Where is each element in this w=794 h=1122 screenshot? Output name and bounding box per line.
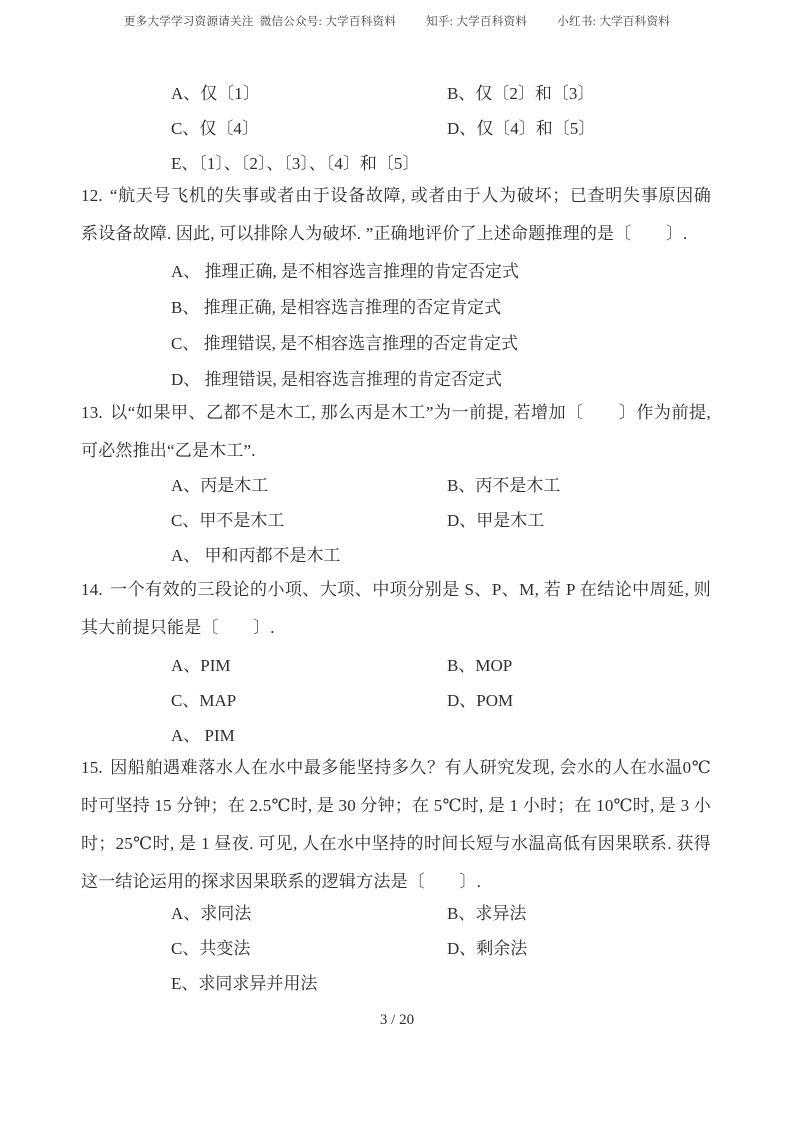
q12-option-b: B、 推理正确, 是相容选言推理的否定肯定式 bbox=[171, 298, 502, 317]
carryover-option-e: E、〔1〕、〔2〕、〔3〕、〔4〕和〔5〕 bbox=[171, 154, 420, 173]
question-14 bbox=[81, 571, 711, 647]
q14-option-b: B、MOP bbox=[447, 656, 513, 675]
q14-option-c: C、MAP bbox=[171, 691, 237, 710]
option-row bbox=[81, 538, 711, 573]
question-14-number: 14. bbox=[81, 580, 103, 599]
question-13-options bbox=[81, 468, 711, 573]
q12-option-a: A、 推理正确, 是不相容选言推理的肯定否定式 bbox=[171, 262, 520, 281]
question-13 bbox=[81, 394, 711, 470]
header-note: 更多大学学习资源请关注 bbox=[123, 16, 254, 28]
option-row bbox=[81, 76, 711, 111]
question-15-text: 因船舶遇难落水人在水中最多能坚持多久？有人研究发现, 会水的人在水温0℃时可坚持 15 分钟；在 2.5℃时, 是 30 分钟；在 5℃时, 是 1 小时；在 10℃时, 是 3 小时；25℃时, 是 1 昼夜. 可见, 人在水中坚持的时间长短与水温高低有因果联系. 获得这一结论运用的探求因果联系的逻辑方法是〔 〕. bbox=[81, 758, 711, 891]
q15-option-b: B、求异法 bbox=[447, 904, 527, 923]
q13-option-b: B、丙不是木工 bbox=[447, 476, 561, 495]
question-14-options bbox=[81, 648, 711, 753]
wechat-account: 微信公众号: 大学百科资料 bbox=[259, 16, 397, 28]
question-15-number: 15. bbox=[81, 758, 103, 777]
q15-option-a: A、求同法 bbox=[171, 904, 252, 923]
page-number: 3 / 20 bbox=[379, 1012, 415, 1028]
q12-option-c: C、 推理错误, 是不相容选言推理的否定肯定式 bbox=[171, 334, 519, 353]
question-15-options bbox=[81, 896, 711, 1001]
option-row bbox=[81, 290, 711, 326]
option-row bbox=[81, 362, 711, 398]
q15-option-c: C、共变法 bbox=[171, 939, 251, 958]
option-row bbox=[81, 931, 711, 966]
option-row bbox=[81, 683, 711, 718]
page-header bbox=[0, 13, 794, 29]
q15-option-d: D、剩余法 bbox=[447, 939, 528, 958]
carryover-option-b: B、仅〔2〕和〔3〕 bbox=[447, 84, 595, 103]
question-12-number: 12. bbox=[81, 186, 103, 205]
zhihu-account: 知乎: 大学百科资料 bbox=[426, 16, 528, 28]
option-row bbox=[81, 146, 711, 181]
q13-option-d: D、甲是木工 bbox=[447, 511, 545, 530]
option-row bbox=[81, 326, 711, 362]
question-13-number: 13. bbox=[81, 403, 103, 422]
option-row bbox=[81, 503, 711, 538]
option-row bbox=[81, 111, 711, 146]
option-row bbox=[81, 468, 711, 503]
question-12-options bbox=[81, 254, 711, 398]
carryover-option-c: C、仅〔4〕 bbox=[171, 119, 259, 138]
option-row bbox=[81, 254, 711, 290]
option-row bbox=[81, 718, 711, 753]
question-14-text: 一个有效的三段论的小项、大项、中项分别是 S、P、M, 若 P 在结论中周延, 则其大前提只能是〔 〕. bbox=[81, 580, 711, 637]
q14-option-a: A、PIM bbox=[171, 656, 231, 675]
question-12 bbox=[81, 177, 711, 253]
q14-option-e: A、 PIM bbox=[171, 726, 235, 745]
question-12-text: “航天号飞机的失事或者由于设备故障, 或者由于人为破坏；已查明失事原因确系设备故障. 因此, 可以排除人为破坏. ”正确地评价了上述命题推理的是〔 〕. bbox=[81, 186, 711, 243]
option-row bbox=[81, 648, 711, 683]
q13-option-a: A、丙是木工 bbox=[171, 476, 269, 495]
q13-option-c: C、甲不是木工 bbox=[171, 511, 285, 530]
q14-option-d: D、POM bbox=[447, 691, 514, 710]
carryover-options bbox=[81, 76, 711, 181]
question-15 bbox=[81, 749, 711, 901]
q12-option-d: D、 推理错误, 是相容选言推理的肯定否定式 bbox=[171, 370, 503, 389]
q13-option-e: A、 甲和丙都不是木工 bbox=[171, 546, 341, 565]
xiaohongshu-account: 小红书: 大学百科资料 bbox=[557, 16, 671, 28]
question-13-text: 以“如果甲、乙都不是木工, 那么丙是木工”为一前提, 若增加〔 〕作为前提, 可必然推出“乙是木工”. bbox=[81, 403, 711, 460]
carryover-option-d: D、仅〔4〕和〔5〕 bbox=[447, 119, 596, 138]
option-row bbox=[81, 966, 711, 1001]
carryover-option-a: A、仅〔1〕 bbox=[171, 84, 260, 103]
option-row bbox=[81, 896, 711, 931]
q15-option-e: E、求同求异并用法 bbox=[171, 974, 318, 993]
